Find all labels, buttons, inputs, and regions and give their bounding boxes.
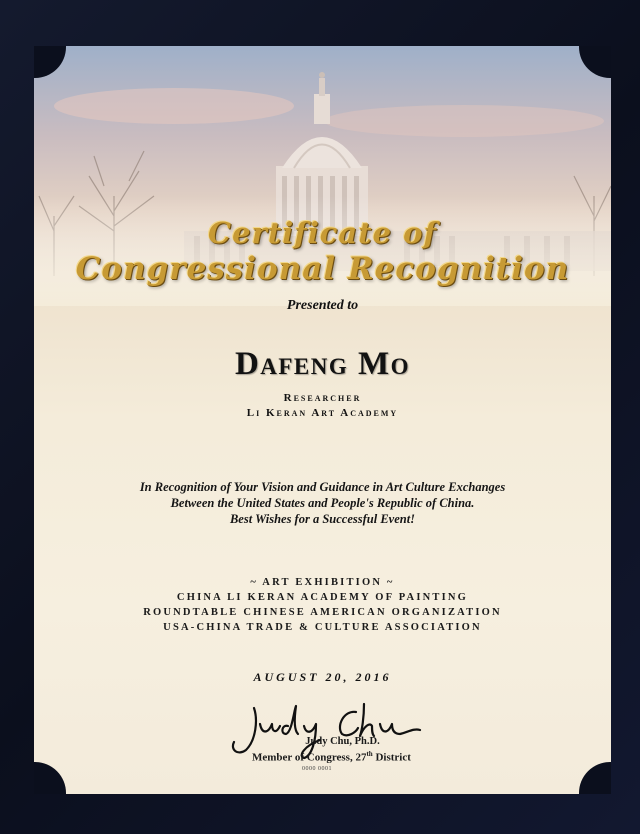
certificate-title-line2: Congressional Recognition: [75, 251, 570, 287]
recipient-name: Dafeng Mo: [234, 346, 411, 382]
recognition-message-line: In Recognition of Your Vision and Guidance in Art Culture Exchanges: [139, 480, 506, 494]
event-line: ROUNDTABLE CHINESE AMERICAN ORGANIZATION: [143, 607, 502, 618]
recognition-message-line: Best Wishes for a Successful Event!: [229, 512, 416, 526]
event-line: ~ ART EXHIBITION ~: [250, 577, 395, 588]
certificate-date: AUGUST 20, 2016: [253, 670, 392, 684]
event-line: USA-CHINA TRADE & CULTURE ASSOCIATION: [163, 622, 482, 633]
signer-office-prefix: Member of Congress, 27: [252, 751, 367, 764]
certificate-paper: [34, 46, 611, 794]
recipient-role: Researcher: [283, 392, 362, 404]
corner-notch-bottom-right: [579, 762, 611, 794]
event-line: CHINA LI KERAN ACADEMY OF PAINTING: [176, 592, 469, 603]
recognition-message-line: Between the United States and People's Republic of China.: [170, 496, 475, 510]
signer-name: Judy Chu, Ph.D.: [305, 736, 380, 747]
recipient-organization: Li Keran Art Academy: [246, 407, 399, 419]
signer-office-suffix: District: [372, 751, 411, 764]
certificate-title-line1: Certificate of: [208, 216, 437, 250]
seal-number: 0000 0001: [302, 766, 332, 772]
signer-office: [252, 750, 411, 764]
signer-office-superscript: th: [366, 750, 373, 758]
corner-notch-bottom-left: [34, 762, 66, 794]
presented-to-label: Presented to: [286, 298, 359, 313]
